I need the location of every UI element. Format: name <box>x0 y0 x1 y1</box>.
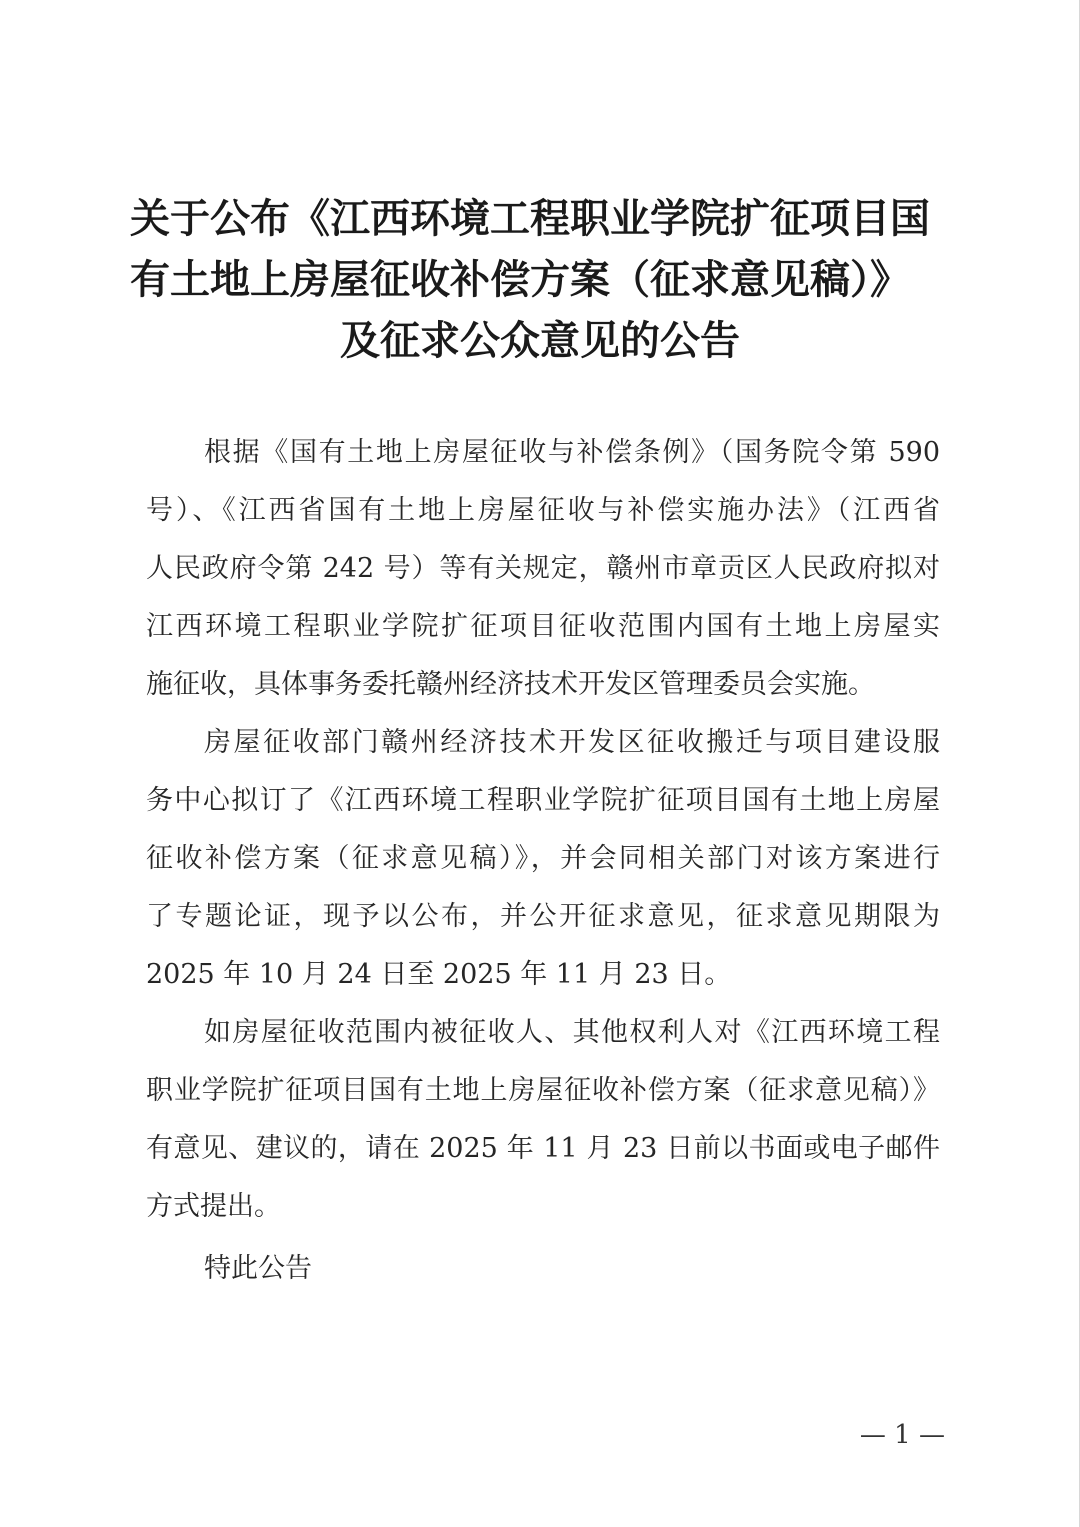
body-line: 务中心拟订了《江西环境工程职业学院扩征项目国有土地上房屋 <box>146 785 940 816</box>
paragraph-plan-publication <box>146 714 940 1004</box>
body-line: 征收补偿方案（征求意见稿）》，并会同相关部门对该方案进行 <box>146 843 940 874</box>
title-line: 及征求公众意见的公告 <box>340 317 740 364</box>
body-line: 了专题论证，现予以公布，并公开征求意见，征求意见期限为 <box>146 901 940 932</box>
body-line: 有意见、建议的，请在 2025 年 11 月 23 日前以书面或电子邮件 <box>146 1133 940 1164</box>
paragraph-legal-basis <box>146 424 940 714</box>
paragraph-feedback <box>146 1004 940 1236</box>
body-line: 江西环境工程职业学院扩征项目征收范围内国有土地上房屋实 <box>146 611 940 642</box>
document-title <box>130 188 950 371</box>
closing-text: 特此公告 <box>204 1253 312 1284</box>
body-line: 方式提出。 <box>146 1191 281 1222</box>
document-body <box>146 424 940 1236</box>
page-number: — 1 — <box>859 1420 945 1450</box>
body-line: 房屋征收部门赣州经济技术开发区征收搬迁与项目建设服 <box>204 727 940 758</box>
body-line: 根据《国有土地上房屋征收与补偿条例》（国务院令第 590 <box>204 437 940 468</box>
title-line: 有土地上房屋征收补偿方案（征求意见稿）》 <box>130 256 910 303</box>
body-line: 号）、《江西省国有土地上房屋征收与补偿实施办法》（江西省 <box>146 495 940 526</box>
body-line: 如房屋征收范围内被征收人、其他权利人对《江西环境工程 <box>204 1017 940 1048</box>
body-line: 人民政府令第 242 号）等有关规定，赣州市章贡区人民政府拟对 <box>146 553 940 584</box>
title-line: 关于公布《江西环境工程职业学院扩征项目国 <box>130 195 930 242</box>
body-line: 施征收，具体事务委托赣州经济技术开发区管理委员会实施。 <box>146 669 875 700</box>
body-line: 2025 年 10 月 24 日至 2025 年 11 月 23 日。 <box>146 959 732 990</box>
body-line: 职业学院扩征项目国有土地上房屋征收补偿方案（征求意见稿）》 <box>146 1075 940 1106</box>
